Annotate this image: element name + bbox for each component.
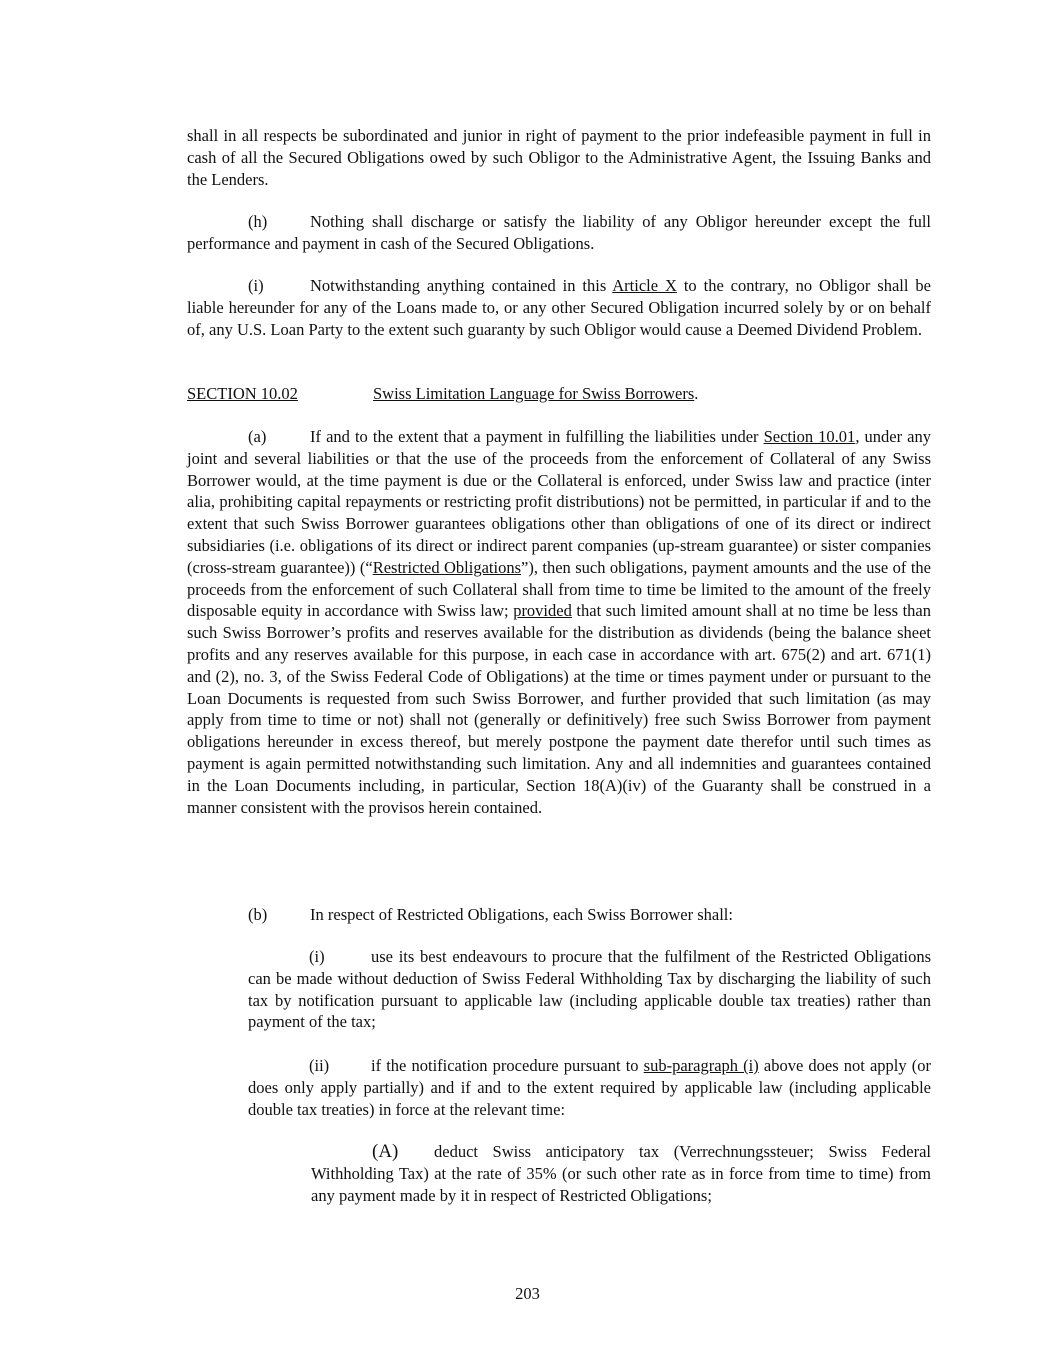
paragraph-label: (b) [248, 905, 268, 924]
section-heading: SECTION 10.02 Swiss Limitation Language for Swiss Borrowers. [187, 384, 699, 403]
paragraph-label: (i) [248, 276, 264, 295]
section-10-01-reference: Section 10.01 [763, 427, 856, 446]
page-number: 203 [515, 1284, 540, 1303]
paragraph-i: (i) Notwithstanding anything contained in this Article X to the contrary, no Obligor shall be liable hereunder for any of the Loans made to, or any other Secured Obligation incurred solely by or on behalf of, any U.S. Loan Party to the extent such guaranty by such Obligor would cause a Deemed Dividend Problem. [187, 276, 931, 339]
paragraph-text: shall in all respects be subordinated and junior in right of payment to the prior indefeasible payment in full in cash of all the Secured Obligations owed by such Obligor to the Administrative Agent, the Issuing Banks and the Lenders. [187, 126, 931, 189]
paragraph-label: (h) [248, 212, 268, 231]
article-x-reference: Article X [612, 276, 677, 295]
paragraph-continuation [187, 125, 931, 190]
paragraph-text: deduct Swiss anticipatory tax (Verrechnungssteuer; Swiss Federal Withholding Tax) at the rate of 35% (or such other rate as in force from time to time) from any payment made by it in respect of Restricted Obligations; [311, 1142, 931, 1205]
subparagraph-i [248, 946, 931, 1033]
section-number: SECTION 10.02 [187, 384, 298, 403]
paragraph-h [187, 211, 931, 255]
paragraph-label: (a) [248, 427, 267, 446]
paragraph-a: (a) If and to the extent that a payment in fulfilling the liabilities under Section 10.01, under any joint and several liabilities or that the use of the proceeds from the enforcement of Collateral of any Swiss Borrower would, at the time payment is due or the Collateral is enforced, under Swiss law and practice (inter alia, prohibiting capital repayments or restricting profit distributions) not be permitted, in particular if and to the extent that such Swiss Borrower guarantees obligations other than obligations of one of its direct or indirect subsidiaries (i.e. obligations of its direct or indirect parent companies (up-stream guarantee) or sister companies (cross-stream guarantee)) (“Restricted Obligations”), then such obligations, payment amounts and the use of the proceeds from the enforcement of such Collateral shall from time to time be limited to the amount of the freely disposable equity in accordance with Swiss law; provided that such limited amount shall at no time be less than such Swiss Borrower’s profits and reserves available for the distribution as dividends (being the balance sheet profits and any reserves available for this purpose, in each case in accordance with art. 675(2) and art. 671(1) and (2), no. 3, of the Swiss Federal Code of Obligations) at the time or times payment under or pursuant to the Loan Documents is requested from such Swiss Borrower, and further provided that such limitation (as may apply from time to time or not) shall not (generally or definitively) free such Swiss Borrower from payment obligations hereunder in excess thereof, but merely postpone the payment date therefor until such times as payment is again permitted notwithstanding such limitation. Any and all indemnities and guarantees contained in the Loan Documents including, in particular, Section 18(A)(iv) of the Guaranty shall be construed in a manner consistent with the provisos herein contained. [187, 427, 931, 817]
provided-term: provided [513, 601, 572, 621]
sub-paragraph-i-reference: sub-paragraph (i) [643, 1056, 759, 1075]
paragraph-b [187, 904, 931, 926]
paragraph-label: (ii) [309, 1056, 330, 1075]
section-title: Swiss Limitation Language for Swiss Borrowers [373, 384, 695, 403]
subparagraph-ii: (ii) if the notification procedure pursuant to sub-paragraph (i) above does not apply (or does only apply partially) and if and to the extent required by applicable law (including applicable double tax treaties) in force at the relevant time: [248, 1056, 931, 1119]
paragraph-label: (A) [372, 1141, 399, 1162]
paragraph-text: Nothing shall discharge or satisfy the liability of any Obligor hereunder except the full performance and payment in cash of the Secured Obligations. [187, 212, 931, 253]
paragraph-text: use its best endeavours to procure that the fulfilment of the Restricted Obligations can be made without deduction of Swiss Federal Withholding Tax by discharging the liability of such tax by notification pursuant to applicable law (including applicable double tax treaties) rather than payment of the tax; [248, 947, 931, 1032]
subparagraph-A [311, 1141, 931, 1206]
paragraph-label: (i) [309, 947, 325, 966]
paragraph-text: In respect of Restricted Obligations, each Swiss Borrower shall: [310, 905, 733, 924]
restricted-obligations-term: Restricted Obligations [372, 557, 522, 577]
